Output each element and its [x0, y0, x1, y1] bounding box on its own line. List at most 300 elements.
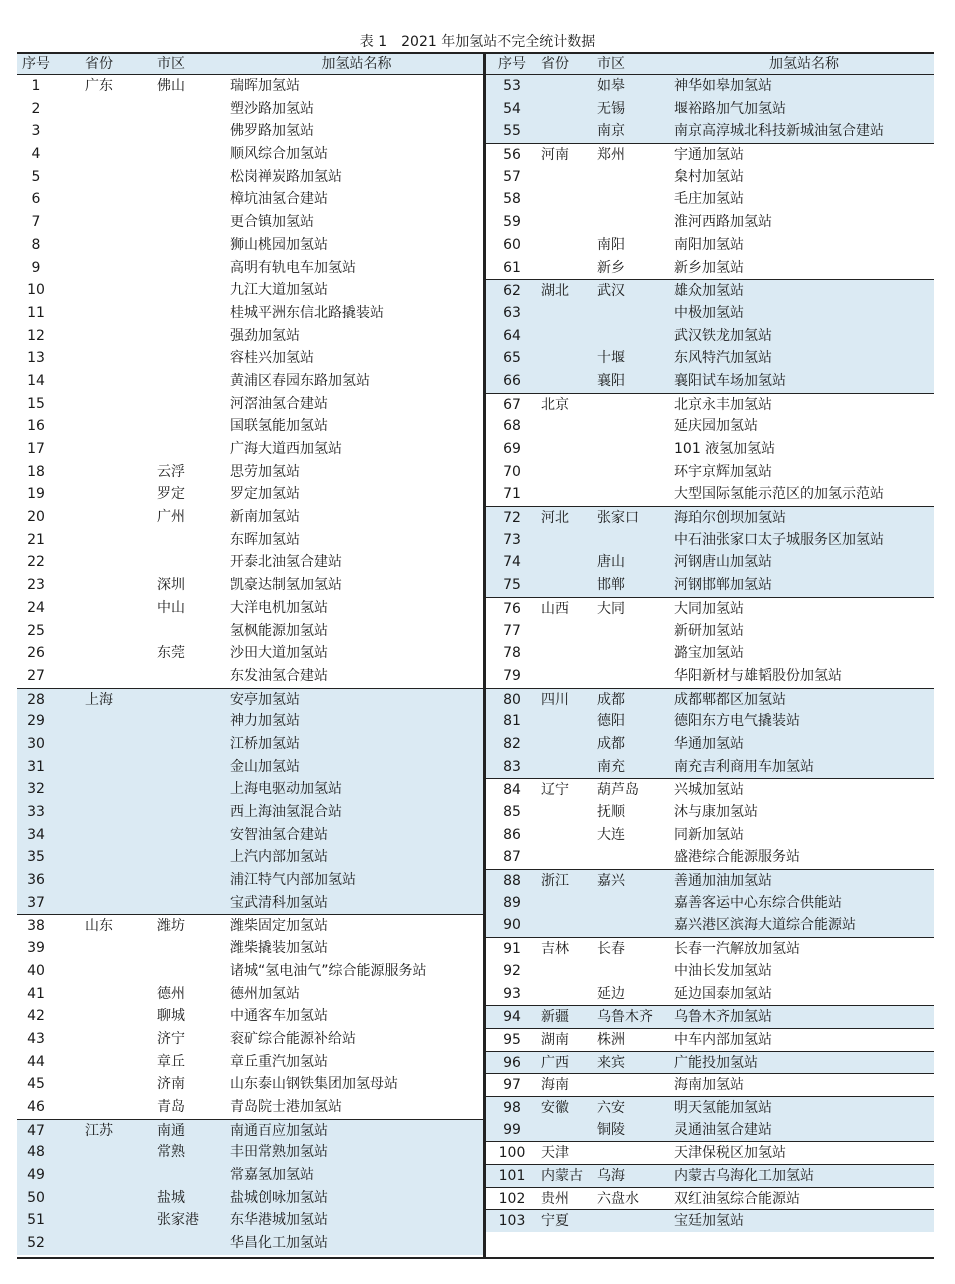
header-no: 序号	[22, 56, 50, 72]
row-number: 77	[503, 622, 521, 639]
table-row	[17, 551, 483, 574]
row-number: 58	[503, 191, 521, 208]
row-number: 20	[27, 509, 45, 526]
row-station-name: 襄阳试车场加氢站	[674, 372, 786, 389]
table-row	[17, 642, 483, 665]
row-city: 长春	[597, 941, 625, 958]
row-city: 六盘水	[597, 1190, 639, 1207]
table-body-right	[486, 75, 934, 1232]
row-station-name: 常嘉氢加氢站	[230, 1167, 314, 1183]
row-number: 31	[27, 758, 45, 775]
row-number: 16	[27, 418, 45, 435]
header-province: 省份	[85, 56, 113, 72]
row-station-name: 诸城“氢电油气”综合能源服务站	[230, 962, 427, 979]
table-row	[17, 1232, 483, 1255]
row-province: 山西	[541, 600, 569, 617]
table-row	[17, 1164, 483, 1187]
table-row	[486, 574, 934, 597]
table-row	[17, 370, 483, 393]
row-city: 唐山	[597, 554, 625, 571]
row-number: 67	[503, 396, 521, 413]
header-province: 省份	[541, 56, 569, 72]
row-number: 48	[27, 1144, 45, 1161]
row-station-name: 同新加氢站	[674, 826, 744, 843]
row-station-name: 武汉铁龙加氢站	[674, 327, 772, 344]
table-row	[17, 1073, 483, 1096]
table-row	[17, 415, 483, 438]
row-province: 山东	[85, 918, 113, 935]
row-station-name: 堰裕路加气加氢站	[674, 100, 786, 117]
table-row	[17, 143, 483, 166]
row-number: 19	[27, 486, 45, 503]
row-number: 13	[27, 350, 45, 367]
row-city: 南充	[597, 758, 625, 775]
row-number: 22	[27, 554, 45, 571]
row-province: 广西	[541, 1054, 569, 1071]
row-city: 章丘	[157, 1053, 185, 1070]
row-city: 邯郸	[597, 577, 625, 594]
table-row	[17, 824, 483, 847]
row-province: 天津	[541, 1145, 569, 1162]
row-number: 72	[503, 510, 521, 527]
row-number: 15	[27, 395, 45, 412]
row-station-name: 嘉善客运中心东综合供能站	[674, 894, 842, 911]
row-station-name: 沐与康加氢站	[674, 804, 758, 820]
row-number: 47	[27, 1122, 45, 1139]
row-city: 聊城	[157, 1008, 185, 1025]
row-station-name: 长春一汽解放加氢站	[674, 941, 800, 958]
table-row	[17, 120, 483, 143]
row-station-name: 华通加氢站	[674, 735, 744, 752]
table-row	[17, 960, 483, 983]
row-number: 94	[503, 1009, 521, 1026]
row-station-name: 瑞晖加氢站	[230, 78, 300, 94]
row-station-name: 盐城创咏加氢站	[230, 1189, 328, 1206]
table-row	[486, 302, 934, 325]
row-station-name: 上汽内部加氢站	[230, 849, 328, 866]
row-city: 武汉	[597, 283, 625, 300]
row-station-name: 中石油张家口太子城服务区加氢站	[674, 531, 884, 548]
row-station-name: 宇通加氢站	[674, 147, 744, 164]
row-number: 98	[503, 1099, 521, 1116]
row-station-name: 盛港综合能源服务站	[674, 849, 800, 866]
table-row	[486, 438, 934, 461]
table-row	[17, 257, 483, 280]
row-number: 82	[503, 735, 521, 752]
row-station-name: 河钢邯郸加氢站	[674, 577, 772, 594]
row-city: 南京	[597, 123, 625, 140]
row-station-name: 淮河西路加氢站	[674, 214, 772, 231]
row-number: 10	[27, 282, 45, 299]
table-row	[17, 279, 483, 302]
row-province: 宁夏	[541, 1213, 569, 1230]
row-province: 贵州	[541, 1190, 569, 1207]
table-row	[17, 461, 483, 484]
row-station-name: 延边国泰加氢站	[674, 985, 772, 1002]
row-station-name: 中通客车加氢站	[230, 1008, 328, 1025]
row-station-name: 西上海油氢混合站	[230, 804, 342, 820]
row-station-name: 明天氢能加氢站	[674, 1099, 772, 1116]
row-number: 62	[503, 283, 521, 300]
row-station-name: 松岗禅炭路加氢站	[230, 168, 342, 185]
row-station-name: 容桂兴加氢站	[230, 350, 314, 367]
table-row	[17, 1005, 483, 1028]
table-row	[17, 302, 483, 325]
row-city: 中山	[157, 599, 185, 616]
table-row	[486, 688, 934, 711]
row-station-name: 罗定加氢站	[230, 486, 300, 503]
table-right-half	[486, 54, 934, 1232]
row-station-name: 毛庄加氢站	[674, 191, 744, 208]
row-number: 100	[498, 1145, 526, 1162]
table-row	[486, 1164, 934, 1187]
row-station-name: 海南加氢站	[674, 1077, 744, 1094]
header-city: 市区	[597, 56, 625, 72]
row-number: 3	[31, 123, 41, 140]
row-number: 44	[27, 1053, 45, 1070]
row-number: 38	[27, 918, 45, 935]
row-station-name: 中极加氢站	[674, 304, 744, 321]
row-number: 93	[503, 985, 521, 1002]
row-number: 25	[27, 622, 45, 639]
row-number: 61	[503, 259, 521, 276]
row-number: 73	[503, 531, 521, 548]
row-number: 17	[27, 441, 45, 457]
row-number: 49	[27, 1167, 45, 1183]
row-province: 新疆	[541, 1009, 569, 1026]
row-station-name: 佛罗路加氢站	[230, 123, 314, 140]
table-row	[17, 75, 483, 98]
row-province: 海南	[541, 1077, 569, 1094]
row-number: 55	[503, 123, 521, 140]
row-number: 66	[503, 372, 521, 389]
row-number: 32	[27, 781, 45, 798]
table-row	[17, 234, 483, 257]
table-row	[17, 756, 483, 779]
row-station-name: 善通加油加氢站	[674, 873, 772, 890]
row-station-name: 沙田大道加氢站	[230, 645, 328, 662]
row-city: 郑州	[597, 147, 625, 164]
row-city: 抚顺	[597, 804, 625, 820]
row-city: 盐城	[157, 1189, 185, 1206]
row-city: 大连	[597, 826, 625, 843]
row-station-name: 灵通油氢合建站	[674, 1121, 772, 1138]
row-city: 成都	[597, 691, 625, 708]
row-station-name: 德阳东方电气撬装站	[674, 713, 800, 730]
row-station-name: 青岛院士港加氢站	[230, 1098, 342, 1115]
row-number: 80	[503, 691, 521, 708]
row-station-name: 东风特汽加氢站	[674, 350, 772, 367]
row-number: 91	[503, 941, 521, 958]
table-row	[17, 483, 483, 506]
table-row	[17, 166, 483, 189]
table-row	[17, 846, 483, 869]
table-row	[486, 1073, 934, 1096]
row-number: 1	[31, 78, 41, 94]
row-city: 深圳	[157, 577, 185, 594]
row-number: 68	[503, 418, 521, 435]
row-station-name: 潍柴撬装加氢站	[230, 940, 328, 957]
table-row	[486, 461, 934, 484]
row-province: 湖南	[541, 1031, 569, 1048]
row-province: 辽宁	[541, 782, 569, 799]
row-number: 64	[503, 327, 521, 344]
table-row	[17, 1119, 483, 1142]
row-station-name: 双红油氢综合能源站	[674, 1190, 800, 1207]
row-number: 50	[27, 1189, 45, 1206]
row-station-name: 广能投加氢站	[674, 1054, 758, 1071]
row-number: 8	[31, 236, 41, 253]
table-row	[17, 438, 483, 461]
row-station-name: 成都郫都区加氢站	[674, 691, 786, 708]
row-station-name: 新研加氢站	[674, 622, 744, 639]
table-row	[486, 325, 934, 348]
table-row	[486, 846, 934, 869]
table-row	[17, 98, 483, 121]
row-station-name: 河滘油氢合建站	[230, 395, 328, 412]
row-station-name: 雄众加氢站	[674, 283, 744, 300]
table-row	[17, 778, 483, 801]
table-row	[486, 188, 934, 211]
row-city: 云浮	[157, 463, 185, 480]
table-row	[17, 529, 483, 552]
table-row	[17, 1209, 483, 1232]
row-station-name: 强劲加氢站	[230, 327, 300, 344]
table-row	[486, 347, 934, 370]
row-number: 9	[31, 259, 41, 276]
row-city: 常熟	[157, 1144, 185, 1161]
row-number: 83	[503, 758, 521, 775]
row-station-name: 嘉兴港区滨海大道综合能源站	[674, 917, 856, 934]
row-number: 59	[503, 214, 521, 231]
table-row	[17, 665, 483, 688]
table-row	[486, 143, 934, 166]
table-row	[486, 551, 934, 574]
row-province: 安徽	[541, 1099, 569, 1116]
table-row	[486, 257, 934, 280]
row-station-name: 华阳新材与雄韬股份加氢站	[674, 667, 842, 684]
table-row	[486, 733, 934, 756]
row-station-name: 潍柴固定加氢站	[230, 918, 328, 935]
row-city: 南通	[157, 1122, 185, 1139]
table-row	[486, 75, 934, 98]
row-station-name: 大型国际氢能示范区的加氢示范站	[674, 486, 884, 503]
row-number: 4	[31, 146, 41, 163]
row-station-name: 更合镇加氢站	[230, 214, 314, 231]
row-city: 六安	[597, 1099, 625, 1116]
table-row	[17, 188, 483, 211]
table-row	[17, 393, 483, 416]
row-station-name: 高明有轨电车加氢站	[230, 259, 356, 276]
row-city: 张家港	[157, 1212, 199, 1229]
row-city: 佛山	[157, 78, 185, 94]
table-row	[486, 483, 934, 506]
row-number: 86	[503, 826, 521, 843]
row-city: 罗定	[157, 486, 185, 503]
row-number: 65	[503, 350, 521, 367]
row-station-name: 新乡加氢站	[674, 259, 744, 276]
row-number: 101	[498, 1168, 526, 1184]
row-number: 69	[503, 441, 521, 457]
header-city: 市区	[157, 56, 185, 72]
row-number: 6	[31, 191, 41, 208]
table-row	[486, 1028, 934, 1051]
row-city: 乌海	[597, 1168, 625, 1184]
table-row	[17, 892, 483, 915]
table-row	[486, 279, 934, 302]
row-number: 102	[498, 1190, 526, 1207]
row-number: 52	[27, 1235, 45, 1252]
table-row	[17, 1028, 483, 1051]
table-row	[486, 1119, 934, 1142]
row-number: 7	[31, 214, 41, 231]
row-number: 36	[27, 872, 45, 889]
row-city: 铜陵	[597, 1121, 625, 1138]
table-row	[486, 801, 934, 824]
row-number: 45	[27, 1076, 45, 1093]
hydrogen-station-table	[17, 52, 934, 1259]
row-city: 大同	[597, 600, 625, 617]
row-city: 十堰	[597, 350, 625, 367]
row-city: 济宁	[157, 1030, 185, 1047]
row-city: 新乡	[597, 259, 625, 276]
row-station-name: 德州加氢站	[230, 985, 300, 1002]
row-station-name: 东发油氢合建站	[230, 667, 328, 684]
row-number: 14	[27, 372, 45, 389]
table-row	[486, 415, 934, 438]
row-station-name: 浦江特气内部加氢站	[230, 872, 356, 889]
row-number: 88	[503, 873, 521, 890]
table-row	[17, 347, 483, 370]
table-row	[486, 869, 934, 892]
row-station-name: 狮山桃园加氢站	[230, 236, 328, 253]
row-station-name: 大同加氢站	[674, 600, 744, 617]
row-station-name: 章丘重汽加氢站	[230, 1053, 328, 1070]
row-number: 37	[27, 894, 45, 911]
row-city: 东莞	[157, 645, 185, 662]
row-station-name: 101 液氢加氢站	[674, 441, 776, 457]
row-number: 56	[503, 147, 521, 164]
row-number: 90	[503, 917, 521, 934]
row-station-name: 顺风综合加氢站	[230, 146, 328, 163]
row-station-name: 河钢唐山加氢站	[674, 554, 772, 571]
row-province: 吉林	[541, 941, 569, 958]
row-number: 27	[27, 667, 45, 684]
row-city: 济南	[157, 1076, 185, 1093]
row-number: 54	[503, 100, 521, 117]
table-row	[486, 1141, 934, 1164]
table-row	[486, 98, 934, 121]
table-header-right	[486, 54, 934, 75]
row-number: 26	[27, 645, 45, 662]
row-number: 23	[27, 577, 45, 594]
row-station-name: 广海大道西加氢站	[230, 441, 342, 457]
table-row	[486, 529, 934, 552]
row-city: 青岛	[157, 1098, 185, 1115]
row-station-name: 宝武清科加氢站	[230, 894, 328, 911]
row-station-name: 大洋电机加氢站	[230, 599, 328, 616]
row-city: 广州	[157, 509, 185, 526]
row-province: 湖北	[541, 283, 569, 300]
row-number: 29	[27, 713, 45, 730]
row-number: 42	[27, 1008, 45, 1025]
row-number: 41	[27, 985, 45, 1002]
row-number: 89	[503, 894, 521, 911]
row-station-name: 宝廷加氢站	[674, 1213, 744, 1230]
row-number: 21	[27, 531, 45, 548]
table-row	[486, 960, 934, 983]
row-province: 河北	[541, 510, 569, 527]
row-station-name: 天津保税区加氢站	[674, 1145, 786, 1162]
row-province: 江苏	[85, 1122, 113, 1139]
table-row	[17, 983, 483, 1006]
row-station-name: 东晖加氢站	[230, 531, 300, 548]
table-row	[486, 892, 934, 915]
table-row	[486, 120, 934, 143]
row-city: 乌鲁木齐	[597, 1009, 653, 1026]
row-city: 襄阳	[597, 372, 625, 389]
row-province: 四川	[541, 691, 569, 708]
row-station-name: 金山加氢站	[230, 758, 300, 775]
row-station-name: 黄浦区春园东路加氢站	[230, 372, 370, 389]
row-city: 无锡	[597, 100, 625, 117]
row-number: 53	[503, 78, 521, 94]
table-row	[17, 1096, 483, 1119]
table-row	[17, 801, 483, 824]
row-station-name: 凯豪达制氢加氢站	[230, 577, 342, 594]
row-city: 德阳	[597, 713, 625, 730]
table-row	[17, 597, 483, 620]
table-row	[17, 1141, 483, 1164]
row-station-name: 丰田常熟加氢站	[230, 1144, 328, 1161]
row-station-name: 南阳加氢站	[674, 236, 744, 253]
row-station-name: 神华如皋加氢站	[674, 78, 772, 94]
row-station-name: 延庆园加氢站	[674, 418, 758, 435]
table-row	[486, 937, 934, 960]
table-row	[17, 620, 483, 643]
table-row	[17, 688, 483, 711]
row-station-name: 樟坑油氢合建站	[230, 191, 328, 208]
table-row	[486, 710, 934, 733]
row-city: 来宾	[597, 1054, 625, 1071]
row-station-name: 新南加氢站	[230, 509, 300, 526]
row-number: 12	[27, 327, 45, 344]
row-station-name: 兴城加氢站	[674, 782, 744, 799]
row-number: 35	[27, 849, 45, 866]
row-station-name: 北京永丰加氢站	[674, 396, 772, 413]
table-row	[486, 1051, 934, 1074]
table-row	[17, 506, 483, 529]
row-number: 34	[27, 826, 45, 843]
row-number: 84	[503, 782, 521, 799]
row-station-name: 海珀尔创坝加氢站	[674, 510, 786, 527]
row-number: 2	[31, 100, 41, 117]
row-number: 39	[27, 940, 45, 957]
row-station-name: 塑沙路加氢站	[230, 100, 314, 117]
table-header-left	[17, 54, 483, 75]
row-number: 46	[27, 1098, 45, 1115]
row-station-name: 枲村加氢站	[674, 168, 744, 185]
table-row	[17, 211, 483, 234]
row-number: 78	[503, 645, 521, 662]
table-row	[486, 914, 934, 937]
header-no: 序号	[498, 56, 526, 72]
row-city: 南阳	[597, 236, 625, 253]
table-row	[486, 234, 934, 257]
header-station-name: 加氢站名称	[769, 56, 839, 72]
row-number: 28	[27, 691, 45, 708]
row-number: 71	[503, 486, 521, 503]
